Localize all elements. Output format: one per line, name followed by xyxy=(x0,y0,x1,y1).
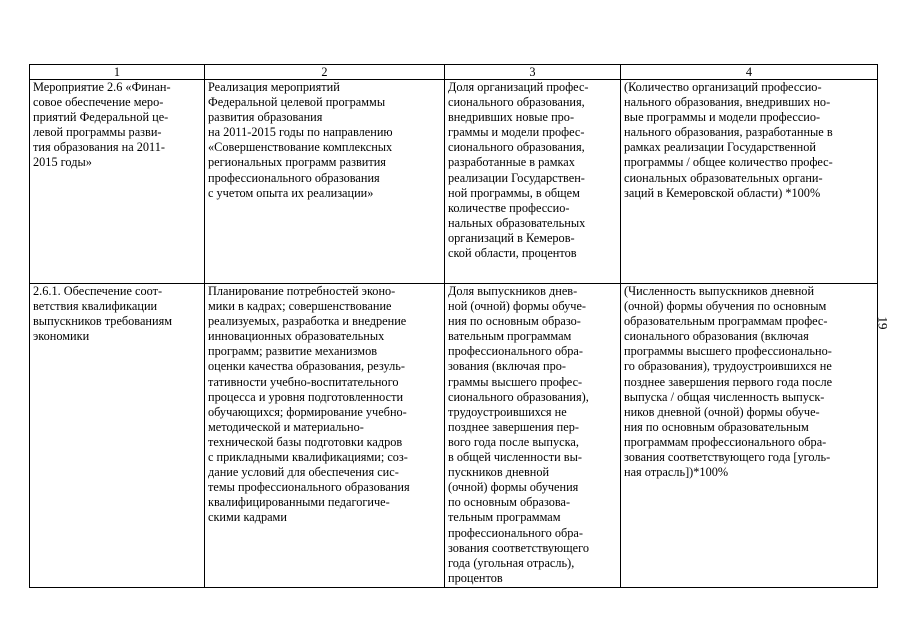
description-cell: Реализация мероприятий Федеральной целевой программы развития образования на 2011-2015 годы по направлению «Совершенствование комплексных региональных программ развития профессионального образования с учетом опыта их реализации» xyxy=(205,80,445,284)
table-row xyxy=(30,80,878,284)
description-cell: Планирование потребностей эконо- мики в кадрах; совершенствование реализуемых, разработка и внедрение инновационных образовательных программ; развитие механизмов оценки качества образования, резуль- тативности учебно-воспитательного процесса и уровня подготовленности обучающихся; формирование учебно- методической и материально- технической базы подготовки кадров с прикладными квалификациями; соз- дание условий для обеспечения сис- темы профессионального образования квалифицированными педагогиче- скими кадрами xyxy=(205,284,445,588)
indicator-cell: Доля организаций профес- сионального образования, внедривших новые про- граммы и модели профес- сионального образования, разработанные в рамках реализации Государствен- ной программы, в общем количестве профессио- нальных образовательных организаций в Кемеров- ской области, процентов xyxy=(445,80,621,284)
page-number: 19 xyxy=(875,316,891,330)
activity-cell: 2.6.1. Обеспечение соот- ветствия квалификации выпускников требованиям экономики xyxy=(30,284,205,588)
table-header-row xyxy=(30,65,878,80)
indicator-cell: Доля выпускников днев- ной (очной) формы обуче- ния по основным образо- вательным программам профессионального обра- зования (включая про- граммы высшего профес- сионального образования), трудоустроившихся не позднее завершения пер- вого года после выпуска, в общей численности вы- пускников дневной (очной) формы обучения по основным образова- тельным программам профессионального обра- зования соответствующего года (угольная отрасль), процентов xyxy=(445,284,621,588)
table-row xyxy=(30,284,878,588)
formula-cell: (Количество организаций профессио- нального образования, внедривших но- вые программы и модели профессио- нального образования, разработанные в рамках реализации Государственной программы / общее количество профес- сиональных образовательных органи- заций в Кемеровской области) *100% xyxy=(621,80,878,284)
indicators-table xyxy=(29,64,878,588)
header-cell: 1 xyxy=(30,65,205,80)
header-cell: 4 xyxy=(621,65,878,80)
activity-cell: Мероприятие 2.6 «Финан- совое обеспечение меро- приятий Федеральной це- левой программы разви- тия образования на 2011- 2015 годы» xyxy=(30,80,205,284)
header-cell: 3 xyxy=(445,65,621,80)
header-cell: 2 xyxy=(205,65,445,80)
formula-cell: (Численность выпускников дневной (очной) формы обучения по основным образовательным программам профес- сионального образования (включая программы высшего профессионально- го образования), трудоустроившихся не позднее завершения первого года после выпуска / общая численность выпуск- ников дневной (очной) формы обуче- ния по основным образовательным программам профессионального обра- зования соответствующего года [уголь- ная отрасль])*100% xyxy=(621,284,878,588)
